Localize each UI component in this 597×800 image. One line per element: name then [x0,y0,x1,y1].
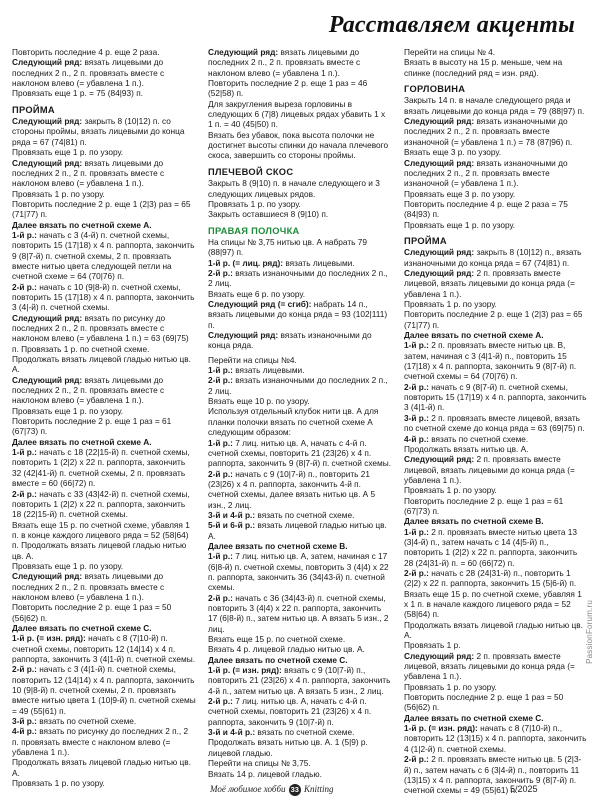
paragraph [404,723,588,754]
paragraph [208,520,392,541]
paragraph-text: вязать лицевыми до последних 2 п., 2 п. провязать вместе с наклоном влево (= убавлена 1 п.). [12,57,165,89]
paragraph [208,541,392,551]
paragraph [404,485,588,495]
paragraph [12,437,196,447]
paragraph [12,489,196,520]
paragraph-text: 2 п. провязать вместе лицевой, вязать лицевыми до конца ряда (= убавлена 1 п.). [404,454,575,485]
paragraph-text: 7 лиц. нитью цв. А, начать с 4-й п. счетной схемы, повторить 21 (23|26) x 4 п. раппорта, закончить 9 (8|7-й) п. счетной схемы. [208,437,391,469]
paragraph [404,516,588,526]
paragraph [12,158,196,189]
paragraph [12,664,196,716]
paragraph [404,57,588,78]
paragraph-text: Провязать 1 р. по узору. [208,198,301,209]
paragraph-text: 2 п. провязать вместе лицевой, вязать лицевыми до конца ряда (= убавлена 1 п.). [404,650,575,682]
row-label: Следующий ряд: [404,268,475,278]
paragraph-text: На спицы № 3,75 нитью цв. А набрать 79 (88|97) п. [208,236,367,258]
paragraph [208,78,392,99]
paragraph [404,247,588,268]
paragraph [208,289,392,299]
paragraph-text: Провязать 1 р. по узору. [404,681,497,692]
paragraph-text: вязать по счетной схеме. [36,716,137,727]
paragraph-text: Провязать еще 1 р. по узору. [12,147,124,158]
paragraph [12,447,196,488]
paragraph [404,682,588,692]
row-label: Следующий ряд: [12,157,83,168]
row-label: Следующий ряд: [404,247,475,258]
row-label: 2-й р.: [208,696,233,707]
paragraph [208,769,392,779]
paragraph [404,692,588,713]
paragraph [208,237,392,258]
paragraph [404,268,588,299]
paragraph-text: вязать по счетной схеме. [255,727,355,738]
paragraph-text: начать с 28 (24|31-й) п., повторить 1 (2|2) x 22 п. раппорта, закончить 15 (5|6-й) п. [404,567,577,589]
paragraph [208,406,392,437]
row-label: 2-й р.: [208,592,233,603]
paragraph-text: Вязать в высоту на 15 р. меньше, чем на спинке (последний ряд = изн. ряд). [404,57,563,78]
paragraph [404,454,588,485]
paragraph [404,434,588,444]
paragraph-text: Провязать 1 р. по узору. [12,778,105,789]
paragraph-text: начать с 3 (4-й) п. счетной схемы, повторить 15 (17|18) x 4 п. раппорта, закончить 9 (8|7-й) п. счетной схемы, 2 п. провязать вместе нитью цвета следующей петли на счетной схеме = 64 (70|76) п. [12,229,195,282]
paragraph [12,116,196,147]
paragraph-text: Повторить последние 2 р. еще 1 (2|3) раз = 65 (71|77) п. [12,198,191,220]
paragraph [12,199,196,220]
paragraph-text: Вязать еще 10 р. по узору. [208,396,310,407]
paragraph-text: Повторить последние 2 р. еще 1 раз = 50 (56|62) п. [404,692,564,713]
paragraph [404,199,588,220]
paragraph-text: начать с 9 (10|7-й) п., повторить 21 (23|26) x 4 п. раппорта, закончить 4-й п. счетной схемы, далее вязать нитью цв. А 5 изн., 2 лиц. [208,468,376,510]
paragraph-text: вязать изнаночными до конца ряда. [208,330,372,351]
paragraph-text: Вязать еще 15 р. по счетной схеме. [208,634,346,645]
paragraph-text: Вязать 4 р. лицевой гладью нитью цв. А. [208,644,365,655]
paragraph [12,354,196,375]
row-label: 1-й р. (= лиц. ряд): [208,257,284,268]
paragraph [12,313,196,354]
paragraph-text: закрыть 8 (10|12) п., вязать изнаночными до конца ряда = 67 (74|81) п. [404,247,582,268]
paragraph [404,713,588,723]
section-heading: ПРОЙМА [12,104,55,115]
page-footer [0,782,597,800]
row-label: 2-й р.: [208,268,233,278]
paragraph-text: начать с 8 (7|10-й) п., повторить 12 (13|15) x 4 п. раппорта, закончить 4 (1|2-й) п. счетной схемы. [404,723,587,754]
section-heading: ПРОЙМА [404,235,447,246]
paragraph [208,258,392,268]
paragraph [12,406,196,416]
paragraph-text: вязать с 9 (10|7-й) п., повторить 21 (23|26) x 4 п. раппорта, закончить 4-й п., затем нитью цв. А вязать 5 изн., 2 лиц. [208,665,391,696]
row-label: 1-й р.: [12,447,37,458]
paragraph-text: Вязать 14 р. лицевой гладью. [208,768,322,779]
paragraph-text: вязать лицевой гладью нитью цв. А. [208,520,387,541]
paragraph [12,416,196,437]
paragraph [208,47,392,78]
section-heading: ПЛЕЧЕВОЙ СКОС [208,166,294,177]
paragraph [404,47,588,57]
section-name: Knitting [304,784,334,795]
paragraph-text: Для закругления выреза горловины в следующих 6 (7|8) лицевых рядах убавить 1 x 1 п. = 40 (45|50) п. [208,98,386,130]
row-label: Далее вязать по счетной схеме А. [12,219,152,230]
paragraph-text: Вязать еще 15 р. по счетной схеме, убавляя 1 x 1 п. в начале каждого лицевого ряда = 52 (58|64) п. [404,588,582,620]
row-label: 3-й р.: [12,716,37,727]
paragraph-text: Перейти на спицы № 4. [404,47,496,57]
paragraph-text: Повторить последние 2 р. еще 1 раз = 50 (56|62) п. [12,602,172,623]
paragraph-text: 2 п. провязать вместе нитью цв. В, затем, начиная с 3 (4|1-й) п., повторить 15 (17|18) x 4 п. раппорта, закончить 9 (8|7-й) п. счетной схемы = 64 (70|76) п. [404,340,577,382]
paragraph-text: Провязать 1 р. [404,640,461,651]
paragraph [208,438,392,469]
paragraph-text: Закрыть 14 п. в начале следующего ряда и вязать лицевыми до конца ряда = 79 (88|97) п. [404,95,585,116]
paragraph [12,57,196,88]
row-label: Следующий ряд: [208,330,279,341]
row-label: 2-й р.: [404,567,429,578]
row-label: 3-й и 4-й р.: [208,727,256,738]
paragraph [208,99,392,130]
paragraph-text: начать с 18 (22|15-й) п. счетной схемы, повторить 1 (2|2) x 22 п. раппорта, закончить 32 (42|41-й) п. счетной схемы, 2 п. провязать вместе = 60 (66|72) п. [12,447,190,489]
row-label: Следующий ряд: [12,116,83,127]
paragraph-text: Повторить последние 4 р. еще 2 раза = 75 (84|93) п. [404,198,568,220]
paragraph-text: 2 п. провязать вместе нитью цвета 13 (3|4-й) п., затем начать с 14 (4|5-й) п., повторить 1 (2|2) x 22 п. раппорта, закончить 28 (24|31-й) п. = 60 (66|72) п. [404,526,578,568]
paragraph-text: начать с 9 (8|7-й) п. счетной схемы, повторить 15 (17|19) x 4 п. раппорта, закончить 3 (4|1-й) п. [404,381,587,413]
row-label: Далее вязать по счетной схеме В. [404,516,544,527]
paragraph-text: Продолжать вязать лицевой гладью нитью цв. А. [404,619,583,641]
paragraph [12,375,196,406]
paragraph [12,147,196,157]
row-label: 2-й р.: [404,381,429,392]
paragraph [12,571,196,602]
row-label: Далее вязать по счетной схеме В. [208,540,348,551]
row-label: Следующий ряд: [404,454,475,465]
paragraph [404,413,588,434]
paragraph [12,220,196,230]
paragraph [208,551,392,592]
column-2 [208,47,392,779]
row-label: 3-й и 4-й р.: [208,509,256,520]
paragraph [12,47,196,57]
paragraph-text: 2 п. провязать вместе лицевой, вязать по счетной схеме до конца ряда = 63 (69|75) п. [404,412,585,434]
paragraph-text: вязать по рисунку до последних 2 п., 2 п. провязать вместе с наклоном влево (= убавлена 1 п.). [12,726,189,758]
paragraph-text: Повторить последние 2 р. еще 1 раз = 46 (52|58) п. [208,78,368,99]
paragraph-text: Вязать без убавок, пока высота полочки не достигнет высоты спинки до начала плечевого скоса, завершить со стороны проймы. [208,129,389,161]
section-heading: ПРАВАЯ ПОЛОЧКА [208,225,300,236]
paragraph [208,365,392,375]
paragraph-text: вязать изнаночными до последних 2 п., 2 лиц. [208,268,388,289]
paragraph [208,634,392,644]
paragraph [404,116,588,147]
paragraph [208,330,392,351]
paragraph-text: Перейти на спицы № 3,75. [208,758,311,769]
paragraph [404,382,588,413]
paragraph [12,189,196,199]
paragraph [404,496,588,517]
paragraph [208,758,392,768]
paragraph-text: Вязать еще 3 р. по узору. [404,147,502,158]
paragraph [404,95,588,116]
paragraph-text: закрыть 8 (10|12) п. со стороны проймы, вязать лицевыми до конца ряда = 67 (74|81) п. [12,116,185,147]
paragraph [404,620,588,641]
row-label: 1-й р.: [404,526,429,537]
paragraph-text: вязать изнаночными до последних 2 п., 2 лиц. [208,375,388,396]
paragraph-text: начать с 33 (43|42-й) п. счетной схемы, повторить 1 (2|2) x 22 п. раппорта, закончить 18 (22|15-й) п. счетной схемы. [12,488,190,520]
row-label: 2-й р.: [12,664,37,675]
paragraph-text: Провязать 1 р. по узору. [12,188,105,199]
paragraph-text: Провязать 1 р. по узору. [404,485,497,496]
row-label: 1-й р.: [404,340,429,351]
paragraph [404,444,588,454]
issue-number: 5/2025 [510,784,538,794]
paragraph-text: вязать по счетной схеме. [255,509,355,520]
paragraph-text: Повторить последние 2 р. еще 1 раз = 61 (67|73) п. [12,416,172,437]
paragraph-text: вязать лицевыми. [283,257,355,268]
paragraph [208,130,392,161]
paragraph-text: вязать лицевыми до последних 2 п., 2 п. провязать вместе с наклоном влево (= убавлена 1 п.). [12,374,165,406]
magazine-name: Моё любимое хобби [210,784,286,795]
paragraph-text: Используя отдельный клубок нити цв. А для планки полочки вязать по счетной схеме А следующим образом: [208,406,379,438]
paragraph [208,727,392,737]
column-1 [12,47,196,789]
paragraph [404,651,588,682]
watermark: PassionForum.ru [585,600,594,664]
paragraph [404,220,588,230]
paragraph [208,593,392,634]
paragraph-text: вязать лицевыми до последних 2 п., 2 п. провязать вместе с наклоном влево (= убавлена 1 п.). [12,571,165,602]
row-label: Далее вязать по счетной схеме А. [404,330,544,341]
paragraph [208,665,392,696]
paragraph [12,602,196,623]
paragraph-text: Повторить последние 2 р. еще 1 (2|3) раз = 65 (71|77) п. [404,309,583,330]
paragraph [12,623,196,633]
paragraph [208,737,392,758]
row-label: 5-й и 6-й р.: [208,520,256,531]
row-label: 1-й р.: [12,229,37,240]
paragraph [12,282,196,313]
paragraph-text: 7 лиц. нитью цв. А, начать с 4-й п. счетной схемы, повторить 21 (23|26) x 4 п. раппорта, закончить 9 (10|7-й) п. [208,696,372,727]
page-number: 33 [290,785,299,794]
paragraph [404,158,588,189]
paragraph [208,469,392,510]
row-label: 1-й р.: [208,437,233,448]
paragraph-text: Перейти на спицы №4. [208,354,297,365]
paragraph-text: Провязать еще 1 р. по узору. [404,219,516,230]
row-label: Следующий ряд: [12,312,83,323]
row-label: 4-й р.: [12,726,37,737]
paragraph-text: Закрыть оставшиеся 8 (9|10) п. [208,209,329,220]
paragraph [208,355,392,365]
paragraph-text: набрать 14 п., вязать лицевыми до конца ряда = 93 (102|111) п. [208,299,388,330]
paragraph-text: Продолжать вязать лицевой гладью нитью цв. А. [12,354,191,375]
paragraph-text: вязать лицевыми. [232,365,305,376]
paragraph-text: Продолжать вязать лицевой гладью нитью цв. А. [12,757,191,778]
paragraph-text: вязать изнаночными до последних 2 п., 2 п. провязать вместе изнаночной (= убавлена 1 п.) = 78 (87|96) п. [404,116,573,147]
row-label: 1-й р.: [208,365,233,376]
row-label: Далее вязать по счетной схеме С. [208,654,348,665]
row-label: Следующий ряд: [12,57,83,68]
paragraph [404,299,588,309]
paragraph [12,726,196,757]
paragraph-text: Повторить последние 4 р. еще 2 раза. [12,47,160,57]
row-label: 2-й р.: [208,375,233,386]
paragraph [208,299,392,330]
row-label: Следующий ряд: [12,374,83,385]
paragraph-text: Вязать еще 6 р. по узору. [208,288,306,299]
paragraph [12,88,196,98]
row-label: Следующий ряд: [404,650,475,661]
paragraph-text: вязать лицевыми до последних 2 п., 2 п. провязать вместе с наклоном влево (= убавлена 1 п.). [12,157,165,189]
paragraph-text: вязать по счетной схеме. [428,433,529,444]
paragraph-text: Закрыть 8 (9|10) п. в начале следующего и 3 следующих лицевых рядов. [208,178,380,199]
paragraph-text: начать с 8 (7|10-й) п. счетной схемы, повторить 12 (14|14) x 4 п. раппорта, закончить 3 (4|1-й) п. счетной схемы. [12,633,195,664]
footer-magazine [210,784,334,796]
row-label: 2-й р.: [404,754,429,765]
paragraph [404,640,588,650]
row-label: 3-й р.: [404,412,429,423]
row-label: 2-й р.: [12,281,37,292]
paragraph [12,561,196,571]
row-label: 1-й р.: [208,551,233,562]
row-label: 1-й р. (= изн. ряд): [208,665,282,676]
paragraph [404,189,588,199]
row-label: 2-й р.: [208,468,233,479]
paragraph [208,655,392,665]
paragraph-text: 7 лиц. нитью цв. А, затем, начиная с 17 (6|8-й) п. счетной схемы, повторить 3 (4|4) x 22 п. раппорта, закончить 36 (34|43-й) п. счетной схемы. [208,551,389,593]
paragraph-text: Продолжать вязать нитью цв. А. 1 (5|9) р. лицевой гладью. [208,737,368,758]
paragraph [404,340,588,381]
paragraph [12,633,196,664]
row-label: 4-й р.: [404,433,429,444]
row-label: Следующий ряд (= сгиб): [208,299,312,310]
paragraph [208,510,392,520]
paragraph-text: Провязать еще 1 р. по узору. [12,405,124,416]
paragraph-text: начать с 36 (34|43-й) п. счетной схемы, повторить 3 (4|4) x 22 п. раппорта, закончить 17 (6|8-й) п., затем нитью цв. А вязать 5 изн., 2 лиц. [208,592,389,634]
paragraph [12,716,196,726]
paragraph-text: Провязать еще 1 р. = 75 (84|93) п. [12,88,143,99]
row-label: Далее вязать по счетной схеме С. [12,622,152,633]
paragraph-text: начать с 3 (4|1-й) п. счетной схемы, повторить 12 (14|14) x 4 п. раппорта, закончить 10 (9|8-й) п. счетной схемы, 2 п. провязать вместе нитью цвета 1 (10|9-й) п. счетной схемы = 49 (55|61) п. [12,664,196,716]
paragraph [404,330,588,340]
row-label: Следующий ряд: [404,157,475,168]
paragraph [208,178,392,199]
paragraph [12,520,196,561]
paragraph-text: Продолжать вязать нитью цв. А. [404,443,529,454]
paragraph [208,375,392,396]
paragraph-text: 2 п. провязать вместе нитью цв. 5 (2|3-й) п., затем начать с 6 (3|4-й) п., повторить 11 (13|15) x 4 п. раппорта, закончить 9 (8|7-й) п. счетной схемы = 49 (55|61) п. [404,754,582,796]
paragraph [12,230,196,282]
paragraph [208,209,392,219]
paragraph-text: начать с 10 (9|8-й) п. счетной схемы, повторить 15 (17|18) x 4 п. раппорта, закончить 3 (4|-й) п. счетной схемы. [12,281,195,313]
paragraph [404,589,588,620]
page-title: Расставляем акценты [328,12,575,38]
paragraph [208,268,392,289]
paragraph-text: Провязать еще 1 р. по узору. [12,560,124,571]
paragraph [208,644,392,654]
row-label: Следующий ряд: [208,47,279,57]
row-label: 1-й р. (= изн. ряд): [404,723,478,734]
paragraph-text: Вязать еще 15 р. по счетной схеме, убавляя 1 п. в конце каждого лицевого ряда = 52 (58|64) п. Продолжать вязать лицевой гладью нитью цв. А. [12,519,190,561]
section-heading: ГОРЛОВИНА [404,84,466,95]
row-label: Следующий ряд: [404,116,475,127]
paragraph [404,568,588,589]
paragraph-text: вязать изнаночными до последних 2 п., 2 п. провязать вместе изнаночной (= убавлена 1 п.). [404,157,568,189]
paragraph-text: 2 п. провязать вместе лицевой, вязать лицевыми до конца ряда (= убавлена 1 п.). [404,268,575,299]
row-label: 2-й р.: [12,488,37,499]
paragraph [208,199,392,209]
paragraph [12,757,196,778]
paragraph [208,396,392,406]
paragraph [404,147,588,157]
paragraph-text: Провязать 1 р. по узору. [404,299,497,310]
paragraph [208,696,392,727]
paragraph-text: Провязать еще 3 р. по узору. [404,188,516,199]
row-label: Далее вязать по счетной схеме А. [12,436,152,447]
paragraph [404,309,588,330]
paragraph-text: Повторить последние 2 р. еще 1 раз = 61 (67|73) п. [404,495,564,516]
row-label: 1-й р. (= изн. ряд): [12,633,86,644]
paragraph [404,527,588,568]
page-header [0,0,597,46]
paragraph-text: вязать по рисунку до последних 2 п., 2 п. провязать вместе с наклоном влево (= убавлена 1 п.) = 63 (69|75) п. Провязать 1 р. по счетной схеме. [12,312,189,354]
row-label: Далее вязать по счетной схеме С. [404,712,544,723]
paragraph-text: вязать лицевыми до последних 2 п., 2 п. провязать вместе с наклоном влево (= убавлена 1 п.). [208,47,361,78]
row-label: Следующий ряд: [12,571,83,582]
